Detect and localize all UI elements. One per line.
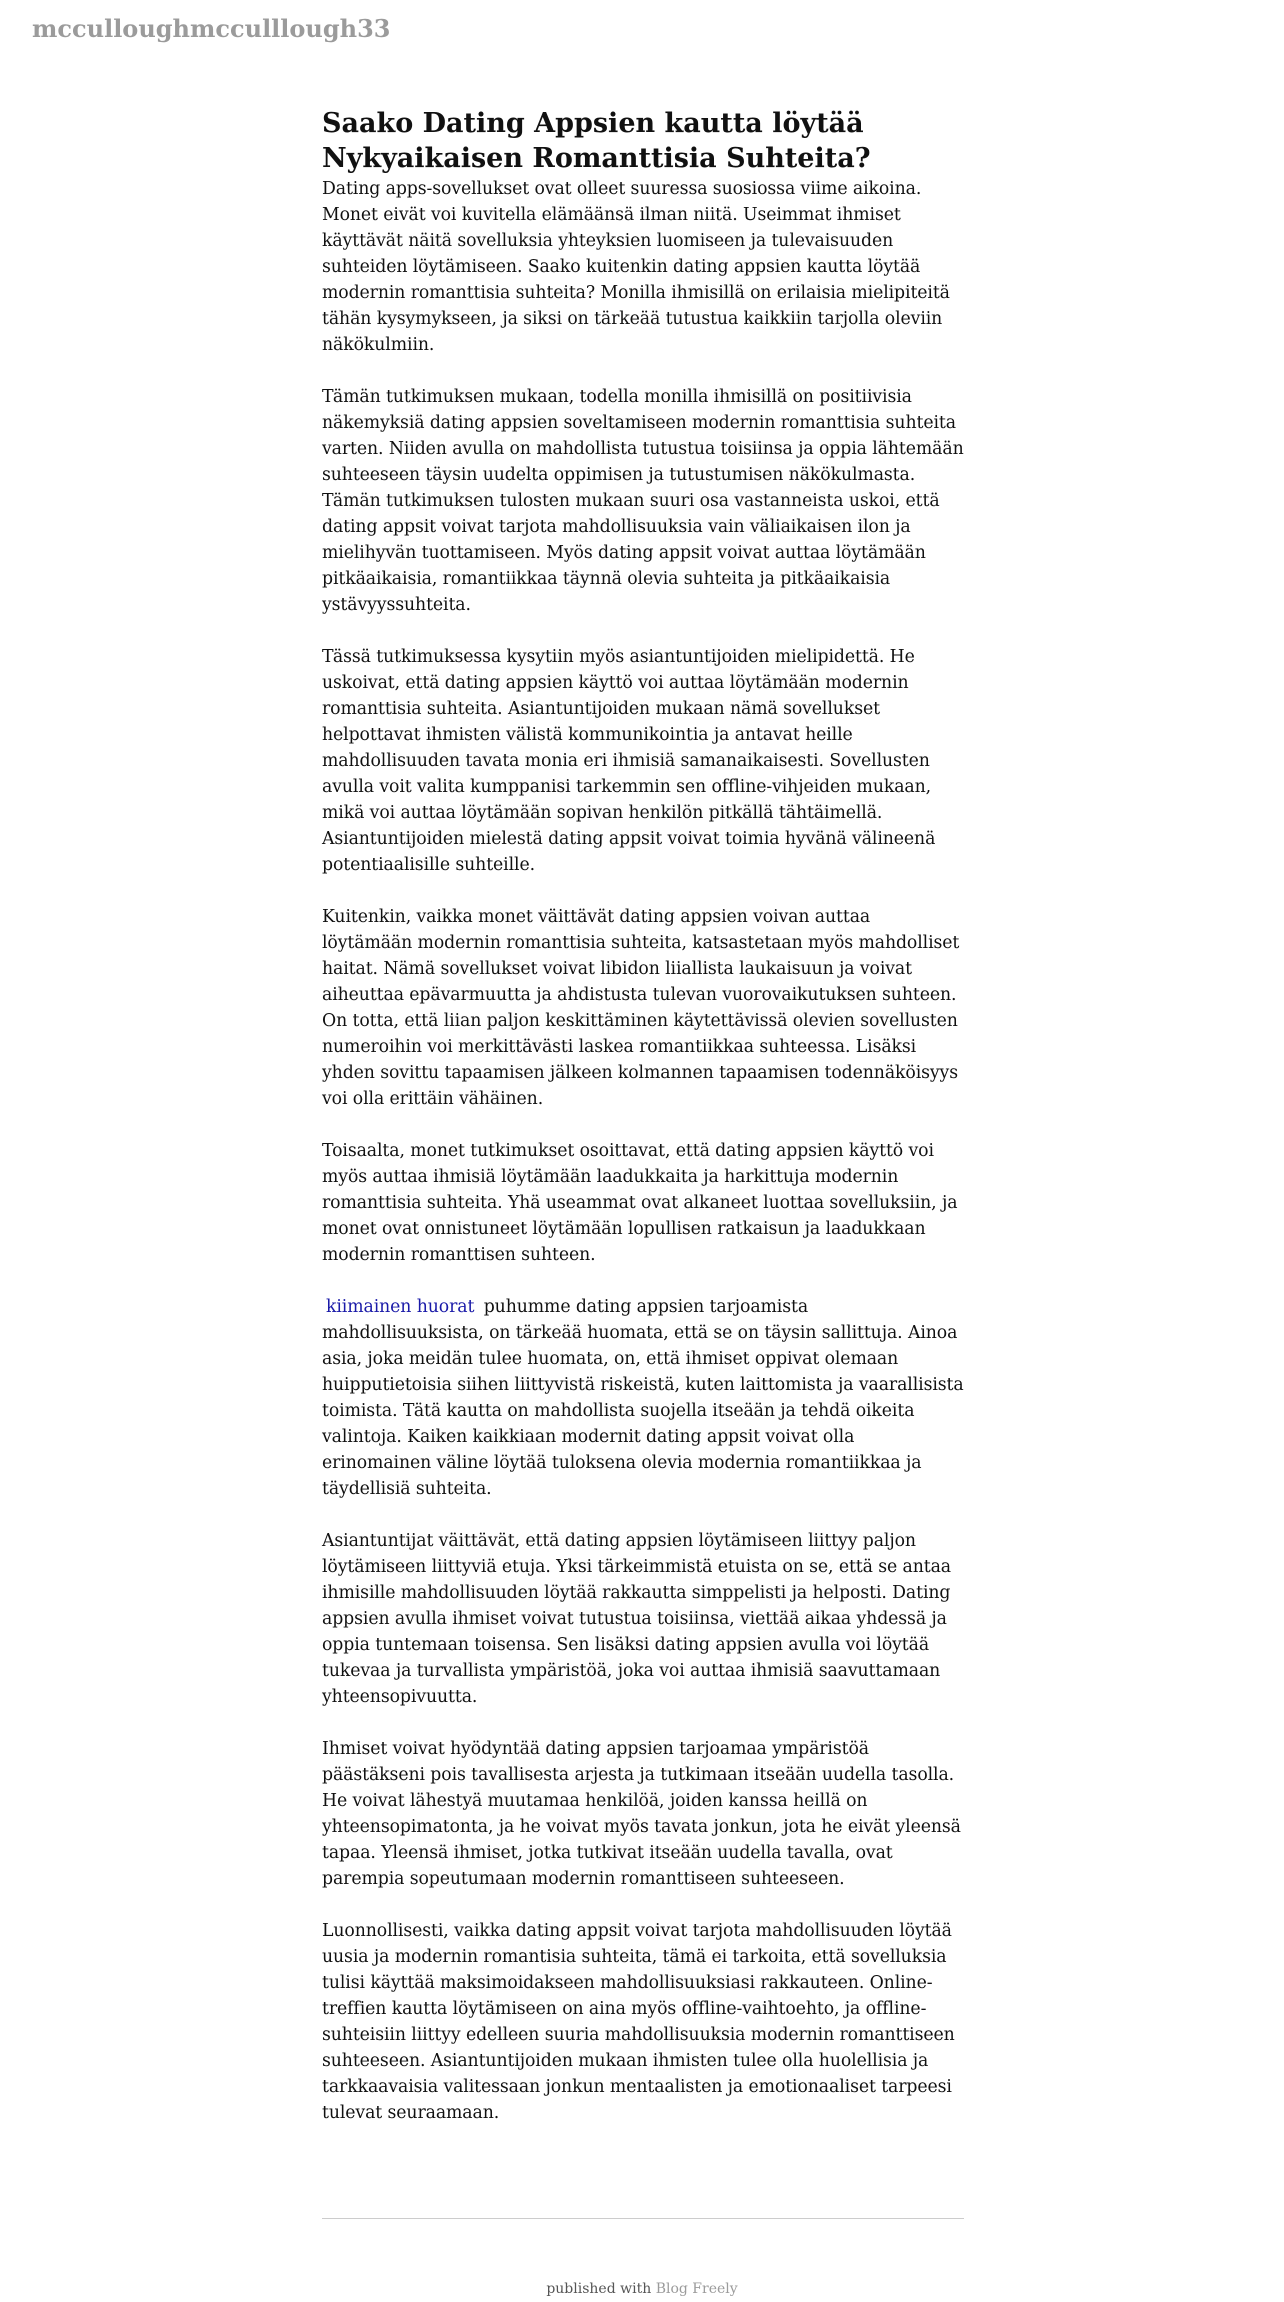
post-paragraph-4: Kuitenkin, vaikka monet väittävät dating appsien voivan auttaa löytämään modernin romanttisia suhteita, katsastetaan myös mahdolliset haitat. Nämä sovellukset voivat libidon liiallista laukaisuun ja voivat aiheuttaa epävarmuutta ja ahdistusta tulevan vuorovaikutuksen suhteen. On totta, että liian paljon keskittäminen käytettävissä olevien sovellusten numeroihin voi merkittävästi laskea romantiikkaa suhteessa. Lisäksi yhden sovittu tapaamisen jälkeen kolmannen tapaamisen todennäköisyys voi olla erittäin vähäinen. (322, 907, 960, 1109)
post-paragraph-6-text: puhumme dating appsien tarjoamista mahdollisuuksista, on tärkeää huomata, että se on täysin sallittuja. Ainoa asia, joka meidän tulee huomata, on, että ihmiset oppivat olemaan huipputietoisia siihen liittyvistä riskeistä, kuten laittomista ja vaarallisista toimista. Tätä kautta on mahdollista suojella itseään ja tehdä oikeita valintoja. Kaiken kaikkiaan modernit dating appsit voivat olla erinomainen väline löytää tuloksena olevia modernia romantiikkaa ja täydellisiä suhteita. (322, 1297, 964, 1499)
post-paragraph-5: Toisaalta, monet tutkimukset osoittavat, että dating appsien käyttö voi myös auttaa ihmisiä löytämään laadukkaita ja harkittuja modernin romanttisia suhteita. Yhä useammat ovat alkaneet luottaa sovelluksiin, ja monet ovat onnistuneet löytämään lopullisen ratkaisun ja laadukkaan modernin romanttisen suhteen. (322, 1141, 958, 1265)
post-paragraph-8: Ihmiset voivat hyödyntää dating appsien tarjoamaa ympäristöä päästäkseni pois tavallisesta arjesta ja tutkimaan itseään uudella tasolla. He voivat lähestyä muutamaa henkilöä, joiden kanssa heillä on yhteensopimatonta, ja he voivat myös tavata jonkun, jota he eivät yleensä tapaa. Yleensä ihmiset, jotka tutkivat itseään uudella tavalla, ovat parempia sopeutumaan modernin romanttiseen suhteeseen. (322, 1739, 961, 1889)
site-name-link[interactable]: mcculloughmcculllough33 (32, 14, 391, 43)
post-paragraph-3: Tässä tutkimuksessa kysytiin myös asiantuntijoiden mielipidettä. He uskoivat, että dating appsien käyttö voi auttaa löytämään modernin romanttisia suhteita. Asiantuntijoiden mukaan nämä sovellukset helpottavat ihmisten välistä kommunikointia ja antavat heille mahdollisuuden tavata monia eri ihmisiä samanaikaisesti. Sovellusten avulla voit valita kumppanisi tarkemmin sen offline-vihjeiden mukaan, mikä voi auttaa löytämään sopivan henkilön pitkällä tähtäimellä. Asiantuntijoiden mielestä dating appsit voivat toimia hyvänä välineenä potentiaalisille suhteille. (322, 647, 936, 875)
post-paragraph-9: Luonnollisesti, vaikka dating appsit voivat tarjota mahdollisuuden löytää uusia ja modernin romantisia suhteita, tämä ei tarkoita, että sovelluksia tulisi käyttää maksimoidakseen mahdollisuuksiasi rakkauteen. Online-treffien kautta löytämiseen on aina myös offline-vaihtoehto, ja offline-suhteisiin liittyy edelleen suuria mahdollisuuksia modernin romanttiseen suhteeseen. Asiantuntijoiden mukaan ihmisten tulee olla huolellisia ja tarkkaavaisia valitessaan jonkun mentaalisten ja emotionaaliset tarpeesi tulevat seuraamaan. (322, 1921, 955, 2123)
footer-divider (322, 2218, 964, 2219)
post-paragraph-2: Tämän tutkimuksen mukaan, todella monilla ihmisillä on positiivisia näkemyksiä dating appsien soveltamiseen modernin romanttisia suhteita varten. Niiden avulla on mahdollista tutustua toisiinsa ja oppia lähtemään suhteeseen täysin uudelta oppimisen ja tutustumisen näkökulmasta. Tämän tutkimuksen tulosten mukaan suuri osa vastanneista uskoi, että dating appsit voivat tarjota mahdollisuuksia vain väliaikaisen ilon ja mielihyvän tuottamiseen. Myös dating appsit voivat auttaa löytämään pitkäaikaisia, romantiikkaa täynnä olevia suhteita ja pitkäaikaisia ystävyyssuhteita. (322, 387, 964, 615)
footer-prefix: published with (546, 2281, 652, 2297)
post-paragraph-6 (322, 1294, 964, 1502)
page-footer (0, 2281, 1284, 2297)
post-title: Saako Dating Appsien kautta löytää Nykyaikaisen Romanttisia Suhteita? (322, 108, 871, 174)
post-paragraph-1: Dating apps-sovellukset ovat olleet suuressa suosiossa viime aikoina. Monet eivät voi kuvitella elämäänsä ilman niitä. Useimmat ihmiset käyttävät näitä sovelluksia yhteyksien luomiseen ja tulevaisuuden suhteiden löytämiseen. Saako kuitenkin dating appsien kautta löytää modernin romanttisia suhteita? Monilla ihmisillä on erilaisia mielipiteitä tähän kysymykseen, ja siksi on tärkeää tutustua kaikkiin tarjolla oleviin näkökulmiin. (322, 179, 950, 355)
blog-post (322, 106, 964, 2152)
inline-text-link[interactable]: kiimainen huorat (326, 1297, 475, 1317)
post-paragraph-7: Asiantuntijat väittävät, että dating appsien löytämiseen liittyy paljon löytämiseen liittyviä etuja. Yksi tärkeimmistä etuista on se, että se antaa ihmisille mahdollisuuden löytää rakkautta simppelisti ja helposti. Dating appsien avulla ihmiset voivat tutustua toisiinsa, viettää aikaa yhdessä ja oppia tuntemaan toisensa. Sen lisäksi dating appsien avulla voi löytää tukevaa ja turvallista ympäristöä, joka voi auttaa ihmisiä saavuttamaan yhteensopivuutta. (322, 1531, 952, 1707)
blog-freely-link[interactable]: Blog Freely (655, 2281, 738, 2297)
